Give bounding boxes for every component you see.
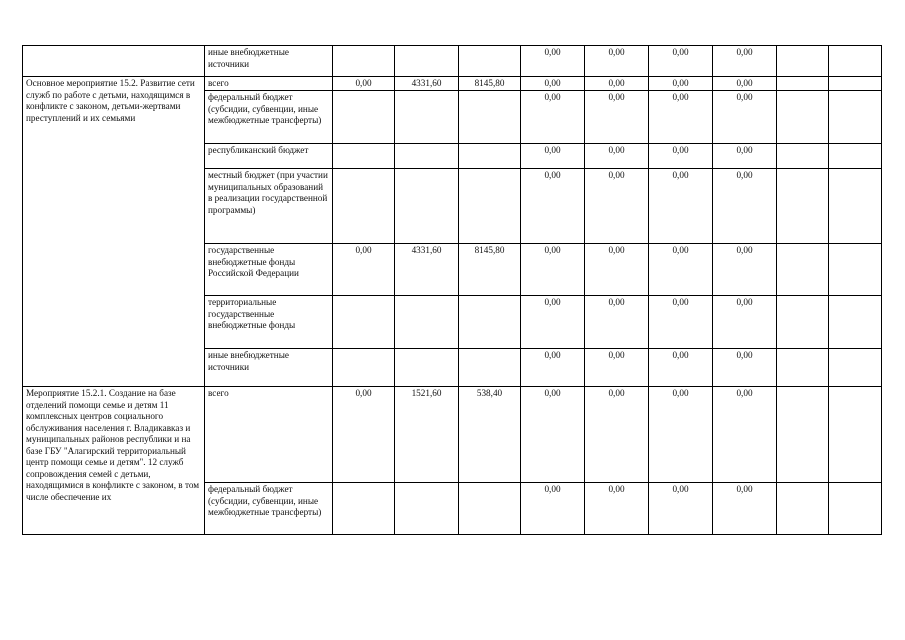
funding-source-cell: всего [205,387,333,483]
amount-cell [395,91,459,144]
amount-cell [777,169,829,244]
amount-cell [829,296,882,349]
amount-cell [333,169,395,244]
amount-cell: 0,00 [713,349,777,387]
table-row [23,77,882,91]
amount-cell: 0,00 [585,387,649,483]
amount-cell: 0,00 [649,349,713,387]
amount-cell: 0,00 [585,244,649,296]
amount-cell [333,144,395,169]
amount-cell [459,91,521,144]
amount-cell [333,46,395,77]
amount-cell [395,296,459,349]
amount-cell: 0,00 [585,349,649,387]
amount-cell [333,91,395,144]
amount-cell: 0,00 [649,244,713,296]
amount-cell: 8145,80 [459,77,521,91]
amount-cell: 0,00 [649,296,713,349]
amount-cell: 4331,60 [395,244,459,296]
amount-cell [829,144,882,169]
amount-cell: 0,00 [585,46,649,77]
budget-table [22,45,882,535]
amount-cell [459,169,521,244]
amount-cell [829,46,882,77]
table-row [23,46,882,77]
amount-cell [829,387,882,483]
amount-cell [777,244,829,296]
amount-cell [829,244,882,296]
funding-source-cell: республиканский бюджет [205,144,333,169]
amount-cell: 0,00 [521,296,585,349]
amount-cell: 0,00 [649,46,713,77]
amount-cell [395,46,459,77]
funding-source-cell: территориальные государственные внебюджетные фонды [205,296,333,349]
activity-cell: Мероприятие 15.2.1. Создание на базе отделений помощи семье и детям 11 комплексных центров социального обслуживания населения г. Владикавказ и муниципальных районов республики и на базе ГБУ "Алагирский территориальный центр помощи семье и детям". 12 служб сопровождения семей с детьми, находящимися в конфликте с законом, в том числе обеспечение их [23,387,205,535]
amount-cell: 0,00 [585,169,649,244]
amount-cell: 0,00 [521,349,585,387]
amount-cell [777,483,829,535]
amount-cell: 0,00 [649,169,713,244]
activity-cell: Основное мероприятие 15.2. Развитие сети служб по работе с детьми, находящимся в конфликте с законом, детьми-жертвами преступлений и их семьями [23,77,205,387]
amount-cell [777,349,829,387]
amount-cell [777,296,829,349]
funding-source-cell: местный бюджет (при участии муниципальных образований в реализации государственной программы) [205,169,333,244]
amount-cell [829,77,882,91]
amount-cell [459,144,521,169]
amount-cell: 0,00 [713,296,777,349]
amount-cell: 0,00 [333,77,395,91]
amount-cell: 0,00 [521,46,585,77]
amount-cell: 0,00 [713,77,777,91]
amount-cell [829,483,882,535]
amount-cell: 0,00 [649,91,713,144]
amount-cell: 0,00 [521,483,585,535]
amount-cell [333,296,395,349]
funding-source-cell: всего [205,77,333,91]
amount-cell [395,144,459,169]
amount-cell [777,144,829,169]
amount-cell [777,387,829,483]
amount-cell: 0,00 [521,387,585,483]
activity-cell [23,46,205,77]
amount-cell: 8145,80 [459,244,521,296]
amount-cell: 0,00 [521,169,585,244]
amount-cell: 4331,60 [395,77,459,91]
amount-cell: 0,00 [713,483,777,535]
funding-source-cell: иные внебюджетные источники [205,46,333,77]
amount-cell: 1521,60 [395,387,459,483]
amount-cell [333,349,395,387]
amount-cell: 0,00 [713,387,777,483]
amount-cell: 0,00 [585,296,649,349]
amount-cell: 0,00 [521,91,585,144]
amount-cell [395,169,459,244]
amount-cell [829,169,882,244]
funding-source-cell: федеральный бюджет (субсидии, субвенции, иные межбюджетные трансферты) [205,91,333,144]
amount-cell [459,349,521,387]
amount-cell: 0,00 [521,144,585,169]
amount-cell: 0,00 [713,144,777,169]
amount-cell: 0,00 [713,46,777,77]
amount-cell [459,483,521,535]
amount-cell: 0,00 [649,77,713,91]
amount-cell [333,483,395,535]
amount-cell [459,46,521,77]
amount-cell [829,349,882,387]
amount-cell: 0,00 [713,169,777,244]
amount-cell: 0,00 [585,144,649,169]
amount-cell [395,483,459,535]
amount-cell [777,91,829,144]
amount-cell: 0,00 [713,91,777,144]
amount-cell [829,91,882,144]
amount-cell: 0,00 [585,483,649,535]
amount-cell: 0,00 [649,387,713,483]
amount-cell: 0,00 [333,387,395,483]
amount-cell [395,349,459,387]
amount-cell: 0,00 [649,483,713,535]
funding-source-cell: иные внебюджетные источники [205,349,333,387]
amount-cell: 0,00 [521,244,585,296]
funding-source-cell: государственные внебюджетные фонды Российской Федерации [205,244,333,296]
table-row [23,387,882,483]
amount-cell [459,296,521,349]
amount-cell: 0,00 [585,91,649,144]
amount-cell [777,77,829,91]
amount-cell: 0,00 [333,244,395,296]
amount-cell: 0,00 [713,244,777,296]
funding-source-cell: федеральный бюджет (субсидии, субвенции, иные межбюджетные трансферты) [205,483,333,535]
amount-cell: 0,00 [649,144,713,169]
amount-cell: 0,00 [521,77,585,91]
amount-cell: 0,00 [585,77,649,91]
amount-cell [777,46,829,77]
amount-cell: 538,40 [459,387,521,483]
